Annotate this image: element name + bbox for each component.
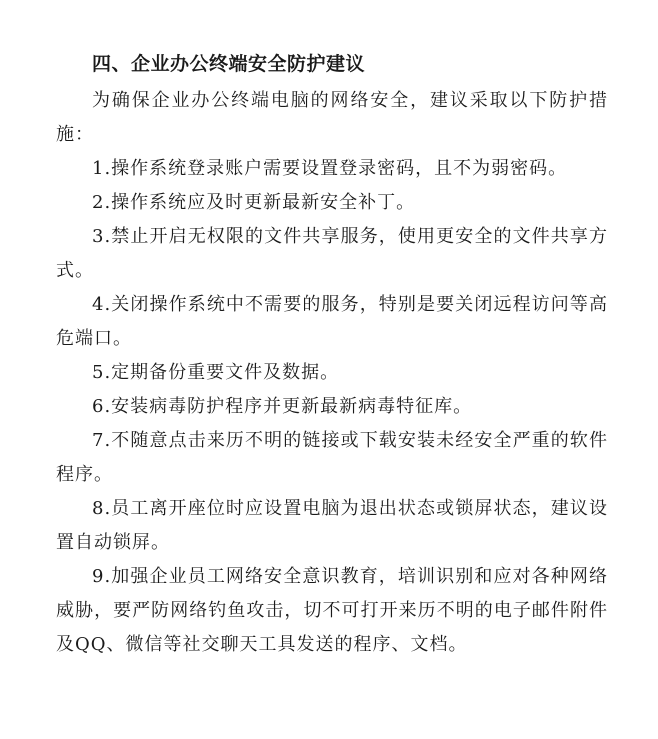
list-item: 3.禁止开启无权限的文件共享服务，使用更安全的文件共享方式。	[56, 226, 608, 281]
list-item: 7.不随意点击来历不明的链接或下载安装未经安全严重的软件程序。	[56, 430, 608, 485]
list-item: 2.操作系统应及时更新最新安全补丁。	[92, 192, 416, 213]
list-item: 5.定期备份重要文件及数据。	[92, 362, 340, 383]
intro-paragraph: 为确保企业办公终端电脑的网络安全，建议采取以下防护措施：	[56, 90, 608, 145]
document-page	[56, 48, 608, 662]
list-item: 8.员工离开座位时应设置电脑为退出状态或锁屏状态，建议设置自动锁屏。	[56, 498, 608, 553]
list-item: 6.安装病毒防护程序并更新最新病毒特征库。	[92, 396, 473, 417]
list-item: 9.加强企业员工网络安全意识教育，培训识别和应对各种网络威胁，要严防网络钓鱼攻击，切不可打开来历不明的电子邮件附件及QQ、微信等社交聊天工具发送的程序、文档。	[56, 566, 608, 655]
list-item: 4.关闭操作系统中不需要的服务，特别是要关闭远程访问等高危端口。	[56, 294, 608, 349]
section-heading: 四、企业办公终端安全防护建议	[92, 53, 366, 75]
list-item: 1.操作系统登录账户需要设置登录密码，且不为弱密码。	[92, 158, 568, 179]
